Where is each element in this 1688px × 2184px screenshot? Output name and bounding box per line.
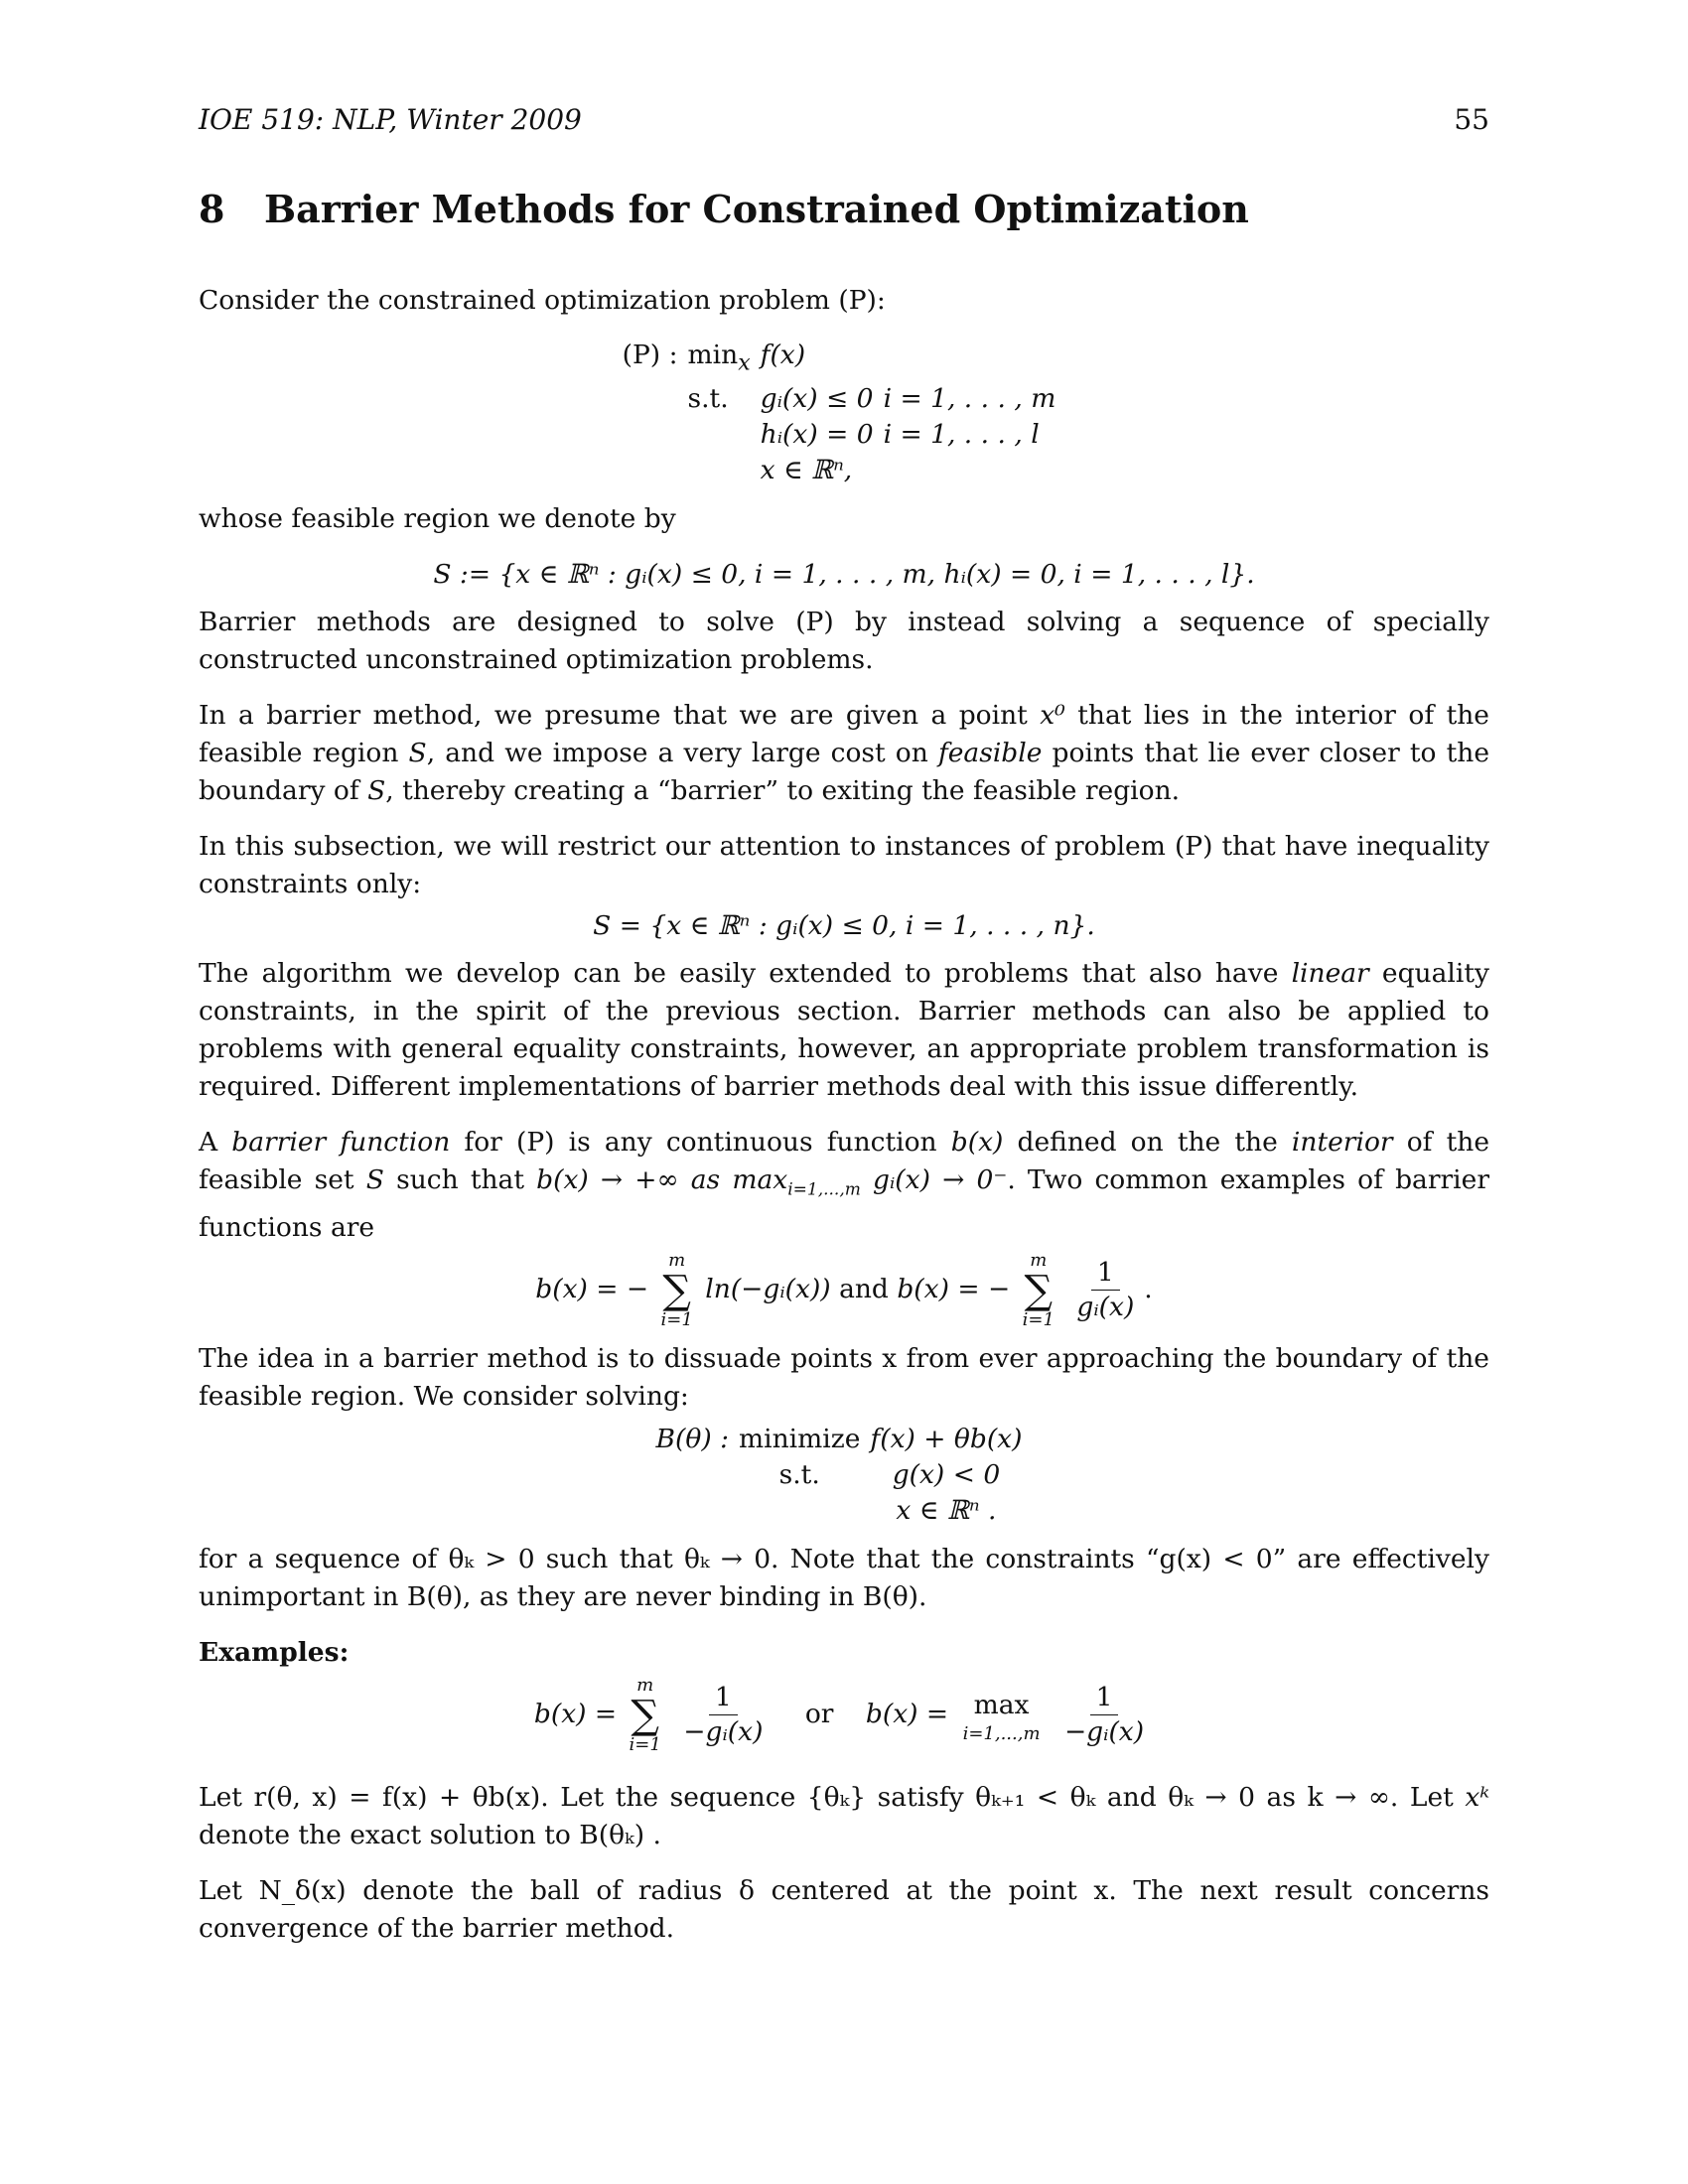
problem-constraint-x: x ∈ ℝⁿ, xyxy=(760,455,853,486)
running-header: IOE 519: NLP, Winter 2009 xyxy=(199,103,582,136)
btheta-st: s.t. xyxy=(778,1458,820,1490)
fraction: $\frac{1}{\text{gᵢ(x)}}$ xyxy=(1076,1257,1135,1323)
equation-barrier-examples: b(x) = − m ∑ i=1 ln(−gᵢ(x)) and b(x) = − m ∑ i=1 $\frac{1}{\text{gᵢ(x)}}$ . xyxy=(535,1249,1153,1330)
problem-btheta xyxy=(656,1422,1033,1529)
paragraph-inequality: In this subsection, we will restrict our attention to instances of problem (P) that have inequality constraints only: xyxy=(199,831,1489,900)
paragraph-feasible: whose feasible region we denote by xyxy=(199,503,676,535)
paragraph-sequence: for a sequence of θₖ > 0 such that θₖ → 0. Note that the constraints “g(x) < 0” are effectively unimportant in B(θ), as they are never binding in B(θ). xyxy=(199,1543,1489,1612)
paragraph-idea: The idea in a barrier method is to dissuade points x from ever approaching the boundary of the feasible region. We consider solving: xyxy=(199,1342,1489,1412)
equation-inequality-region: S = {x ∈ ℝⁿ : gᵢ(x) ≤ 0, i = 1, . . . , n}. xyxy=(593,910,1095,942)
btheta-minimize: minimize xyxy=(739,1423,861,1454)
problem-constraint-h: hᵢ(x) = 0 xyxy=(760,419,874,451)
paragraph-ball: Let N_δ(x) denote the ball of radius δ centered at the point x. The next result concerns convergence of the barrier method. xyxy=(199,1874,1489,1944)
summation-symbol: m ∑ i=1 xyxy=(660,1249,693,1330)
btheta-constraint-g: g(x) < 0 xyxy=(892,1458,1001,1490)
summation-symbol: m ∑ i=1 xyxy=(1022,1249,1055,1330)
btheta-constraint-x: x ∈ ℝⁿ . xyxy=(896,1494,997,1526)
problem-p xyxy=(623,338,1066,488)
paragraph-barrier-intro: Barrier methods are designed to solve (P) by instead solving a sequence of specially constructed unconstrained optimization problems. xyxy=(199,607,1489,676)
equation-examples-2: b(x) = m ∑ i=1 $\frac{1}{\text{−gᵢ(x)}}$ or b(x) = max i=1,...,m $\frac{1}{\text{−gᵢ(x)}}$ xyxy=(199,1676,1489,1755)
paragraph-let-r: Let r(θ, x) = f(x) + θb(x). Let the sequence {θₖ} satisfy θₖ₊₁ < θₖ and θₖ → 0 as k → ∞. Let xᵏ denote the exact solution to B(θₖ) . xyxy=(199,1781,1489,1850)
problem-constraint-h-range: i = 1, . . . , l xyxy=(883,419,1040,451)
problem-label: (P) : xyxy=(622,340,678,370)
section-number: 8 xyxy=(199,187,225,231)
body-text xyxy=(199,282,1489,1966)
btheta-objective: f(x) + θb(x) xyxy=(870,1423,1023,1454)
btheta-label: B(θ) : xyxy=(655,1423,730,1454)
summation-symbol: m ∑ i=1 xyxy=(629,1674,661,1755)
paragraph-barrier-function: A barrier function for (P) is any continuous function b(x) defined on the the interior of the feasible set S such that b(x) → +∞ as $\max_{i=1,...,m}$ gᵢ(x) → 0⁻. Two common examples of barrier functions are xyxy=(199,1127,1490,1243)
section-title-text: Barrier Methods for Constrained Optimization xyxy=(264,187,1249,231)
paragraph-intro: Consider the constrained optimization problem (P): xyxy=(199,285,886,316)
paragraph-algorithm: The algorithm we develop can be easily extended to problems that also have linear equality constraints, in the spirit of the previous section. Barrier methods can also be applied to problems with general equality constraints, however, an appropriate problem transformation is required. Different implementations of barrier methods deal with this issue differently. xyxy=(199,958,1489,1103)
problem-constraint-g: gᵢ(x) ≤ 0 xyxy=(760,383,874,415)
problem-objective: f(x) xyxy=(760,340,806,370)
problem-st: s.t. xyxy=(687,383,729,415)
problem-min: min xyxy=(687,340,739,370)
paragraph-barrier-method: In a barrier method, we presume that we are given a point x⁰ that lies in the interior of the feasible region S, and we impose a very large cost on feasible points that lie ever closer to the boundary of S, thereby creating a “barrier” to exiting the feasible region. xyxy=(199,700,1489,807)
fraction: $\frac{1}{\text{−gᵢ(x)}}$ xyxy=(1063,1682,1145,1748)
fraction: $\frac{1}{\text{−gᵢ(x)}}$ xyxy=(683,1682,764,1748)
max-operator: max i=1,...,m xyxy=(962,1689,1041,1744)
section-title xyxy=(199,187,1249,231)
examples-heading: Examples: xyxy=(199,1636,350,1668)
page-number: 55 xyxy=(1454,103,1489,136)
problem-constraint-g-range: i = 1, . . . , m xyxy=(883,383,1056,415)
equation-feasible-region: S := {x ∈ ℝⁿ : gᵢ(x) ≤ 0, i = 1, . . . , m, hᵢ(x) = 0, i = 1, . . . , l}. xyxy=(433,559,1255,591)
problem-min-sub: x xyxy=(738,350,751,376)
